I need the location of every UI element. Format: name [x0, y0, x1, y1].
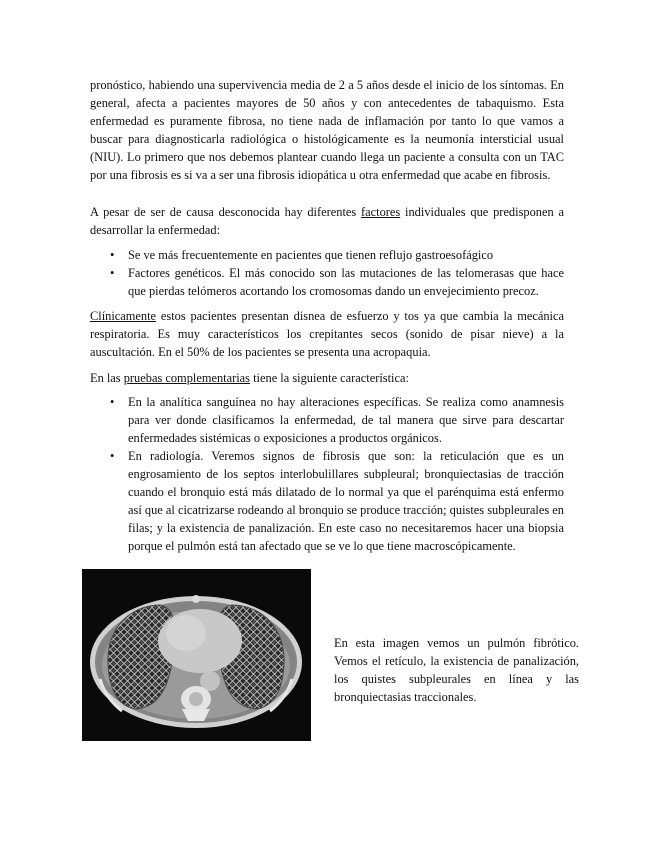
ct-scan-image: [82, 569, 311, 741]
clinical-underlined-term: Clínicamente: [90, 309, 157, 323]
bullet-icon: •: [110, 395, 115, 409]
list-item: [90, 393, 564, 447]
tests-underlined-term: pruebas complementarias: [123, 371, 251, 385]
ct-scan-drawing: [82, 569, 311, 741]
list-item-text: Se ve más frecuentemente en pacientes que tienen reflujo gastroesofágico: [128, 248, 494, 262]
paragraph-prognosis: pronóstico, habiendo una supervivencia media de 2 a 5 años desde el inicio de los síntomas. En general, afecta a pacientes mayores de 50 años y con antecedentes de tabaquismo. Esta enfermedad es puramente fibrosa, no tiene nada de inflamación por tanto lo que vamos a buscar para diagnosticarla radiológica o histológicamente es la neumonía intersticial usual (NIU). Lo primero que nos debemos plantear cuando llega un paciente a consulta con un TAC por una fibrosis es si va a ser una fibrosis idiopática u otra enfermedad que acabe en fibrosis.: [90, 78, 564, 182]
list-item: [90, 246, 564, 264]
list-item-text: Factores genéticos. El más conocido son las mutaciones de las telomerasas que hace que pierdas telómeros acortando los cromosomas dando un envejecimiento precoz.: [128, 266, 564, 298]
factors-list: [90, 246, 564, 300]
list-item-text: En la analítica sanguínea no hay alteraciones específicas. Se realiza como anamnesis para ver donde clasificamos la enfermedad, de tal manera que sirve para descartar enfermedades sistémicas o exposiciones a productos orgánicos.: [128, 395, 564, 445]
list-item-text: En radiología. Veremos signos de fibrosis que son: la reticulación que es un engrosamiento de los septos interlobulillares subpleural; bronquiectasias de tracción cuando el bronquio está más dilatado de lo normal ya que el parénquima está enfermo así que al cicatrizarse rodeando al bronquio se produce tracción; quistes subpleurales en filas; y la existencia de panalización. En este caso no necesitaremos hacer una biopsia porque el pulmón está tan afectado que se ve lo que tiene macroscópicamente.: [128, 449, 564, 553]
tests-list: [90, 393, 564, 555]
bullet-icon: •: [110, 266, 115, 280]
paragraph-factors-text-a: A pesar de ser de causa desconocida hay diferentes: [90, 205, 362, 219]
list-item: [90, 264, 564, 300]
paragraph-tests-text-a: En las: [90, 371, 124, 385]
bullet-icon: •: [110, 248, 115, 262]
paragraph-clinical: [90, 307, 564, 361]
image-caption: En esta imagen vemos un pulmón fibrótico. Vemos el retículo, la existencia de panalización, los quistes subpleurales en línea y las bronquiectasias traccionales.: [334, 636, 579, 704]
bullet-icon: •: [110, 449, 115, 463]
paragraph-factors: [90, 203, 564, 239]
paragraph-factors-text-b: individuales que predisponen a desarrollar la enfermedad:: [90, 205, 564, 237]
paragraph-tests: [90, 369, 564, 387]
paragraph-tests-text-b: tiene la siguiente característica:: [250, 371, 409, 385]
factors-underlined-term: factores: [361, 205, 401, 219]
paragraph-clinical-text: estos pacientes presentan disnea de esfuerzo y tos ya que cambia la mecánica respiratoria. Es muy característicos los crepitantes secos (sonido de pisar nieve) a la auscultación. En el 50% de los pacientes se presenta una acropaquia.: [90, 309, 564, 359]
list-item: [90, 447, 564, 555]
